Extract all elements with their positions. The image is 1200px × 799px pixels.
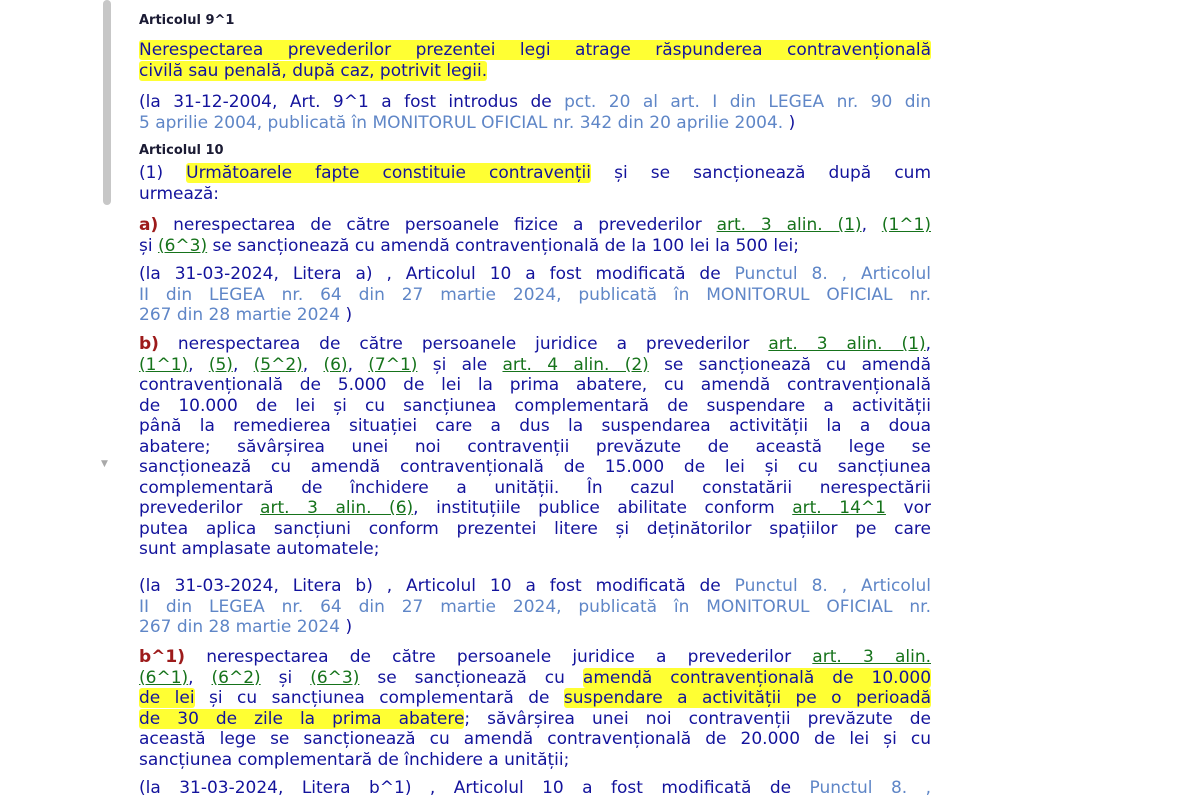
- amendment-link[interactable]: 267 din 28 martie 2024: [139, 305, 341, 325]
- article-10-intro: (1) Următoarele fapte constituie contravenții și se sancționează după cum urmează:: [139, 163, 931, 204]
- amendment-link[interactable]: II din LEGEA nr. 64 din 27 martie 2024, publicată în MONITORUL OFICIAL nr.: [139, 596, 931, 617]
- article-title: Articolul 9^1: [139, 13, 235, 28]
- letter-label: a): [139, 215, 159, 235]
- amendment-note: (la 31-03-2024, Litera a) , Articolul 10 a fost modificată de Punctul 8. , Articolul II din LEGEA nr. 64 din 27 martie 2024, publicată în MONITORUL OFICIAL nr. 267 din 28 martie 2024 ): [139, 264, 931, 325]
- law-reference-link[interactable]: (6^3): [310, 667, 360, 688]
- law-reference-link[interactable]: (6^1): [139, 667, 189, 688]
- letter-a-text: a) nerespectarea de către persoanele fizice a prevederilor art. 3 alin. (1), (1^1) și (6^3) se sancționează cu amendă contravențională de la 100 lei la 500 lei;: [139, 215, 931, 256]
- amendment-link[interactable]: Punctul 8. , Articolul: [734, 576, 931, 596]
- law-reference-link[interactable]: (5^2): [253, 354, 303, 375]
- scrollbar-thumb[interactable]: [103, 0, 111, 205]
- highlight: Nerespectarea prevederilor prezentei legi atrage răspunderea contravențională: [139, 40, 931, 60]
- amendment-link[interactable]: pct. 20 al art. I din LEGEA nr. 90 din: [564, 92, 931, 112]
- amendment-link[interactable]: 267 din 28 martie 2024: [139, 617, 341, 637]
- law-reference-link[interactable]: art. 3 alin. (1): [716, 215, 862, 235]
- amendment-note: (la 31-03-2024, Litera b) , Articolul 10 a fost modificată de Punctul 8. , Articolul II din LEGEA nr. 64 din 27 martie 2024, publicată în MONITORUL OFICIAL nr. 267 din 28 martie 2024 ): [139, 576, 931, 637]
- letter-label: b^1): [139, 647, 186, 667]
- amendment-link[interactable]: Punctul 8. , Articolul: [734, 264, 931, 284]
- highlight: suspendare a activității pe o perioadă: [563, 688, 931, 708]
- highlight: de 30 de zile la prima abatere: [139, 708, 465, 729]
- law-reference-link[interactable]: art. 14^1: [792, 498, 886, 518]
- highlight: de lei: [139, 688, 195, 708]
- article-title: Articolul 10: [139, 143, 224, 158]
- law-reference-link[interactable]: (1^1): [139, 354, 189, 375]
- letter-b1-text: b^1) nerespectarea de către persoanele juridice a prevederilor art. 3 alin. (6^1), (6^2) și (6^3) se sancționează cu amendă contravențională de 10.000 de lei și cu sancțiunea complementară de suspendare a activității pe o perioadă de 30 de zile la prima abatere; săvârșirea unei noi contravenții prevăzute de această lege se sancționează cu amendă contravențională de 20.000 de lei și cu sancțiunea complementară de închidere a unității;: [139, 647, 932, 770]
- law-reference-link[interactable]: art. 4 alin. (2): [502, 354, 649, 375]
- law-reference-link[interactable]: art. 3 alin. (1): [768, 334, 926, 354]
- law-reference-link[interactable]: (6^3): [157, 235, 208, 256]
- highlight: Următoarele fapte constituie contravenții: [186, 163, 592, 183]
- highlight: civilă sau penală, după caz, potrivit legii.: [139, 60, 488, 81]
- law-reference-link[interactable]: (6): [323, 354, 348, 375]
- law-reference-link[interactable]: (1^1): [881, 215, 931, 235]
- letter-label: b): [139, 334, 159, 354]
- amendment-note: (la 31-12-2004, Art. 9^1 a fost introdus de pct. 20 al art. I din LEGEA nr. 90 din 5 aprilie 2004, publicată în MONITORUL OFICIAL nr. 342 din 20 aprilie 2004. ): [139, 92, 931, 133]
- law-reference-link[interactable]: (6^2): [211, 667, 261, 688]
- amendment-link[interactable]: 5 aprilie 2004, publicată în MONITORUL OFICIAL nr. 342 din 20 aprilie 2004.: [139, 112, 784, 133]
- highlight: amendă contravențională de 10.000: [582, 667, 932, 688]
- law-reference-link[interactable]: art. 3 alin. (6): [260, 498, 414, 518]
- law-reference-link[interactable]: art. 3 alin.: [812, 647, 931, 667]
- amendment-link[interactable]: Punctul 8. ,: [809, 778, 931, 798]
- law-reference-link[interactable]: (7^1): [368, 354, 418, 375]
- amendment-link[interactable]: II din LEGEA nr. 64 din 27 martie 2024, publicată în MONITORUL OFICIAL nr.: [139, 284, 931, 305]
- amendment-note: (la 31-03-2024, Litera b^1) , Articolul 10 a fost modificată de Punctul 8. ,: [139, 778, 931, 798]
- law-reference-link[interactable]: (5): [208, 354, 233, 375]
- scroll-down-arrow-icon[interactable]: ▼: [101, 459, 108, 469]
- letter-b-text: b) nerespectarea de către persoanele juridice a prevederilor art. 3 alin. (1), (1^1), (5), (5^2), (6), (7^1) și ale art. 4 alin. (2) se sancționează cu amendă contravențională de 5.000 de lei la prima abatere, cu amendă contravențională de 10.000 de lei și cu sancțiunea complementară de suspendare a activității până la remedierea situației care a dus la suspendarea activității la a doua abatere; săvârșirea unei noi contravenții prevăzute de această lege se sancționează cu amendă contravențională de 15.000 de lei și cu sancțiunea complementară de închidere a unității. În cazul constatării nerespectării prevederilor art. 3 alin. (6), instituțiile publice abilitate conform art. 14^1 vor putea aplica sancțiuni conform prezentei litere și deținătorilor spațiilor pe care sunt amplasate automatele;: [139, 334, 931, 559]
- article-9-1-text: [139, 40, 931, 81]
